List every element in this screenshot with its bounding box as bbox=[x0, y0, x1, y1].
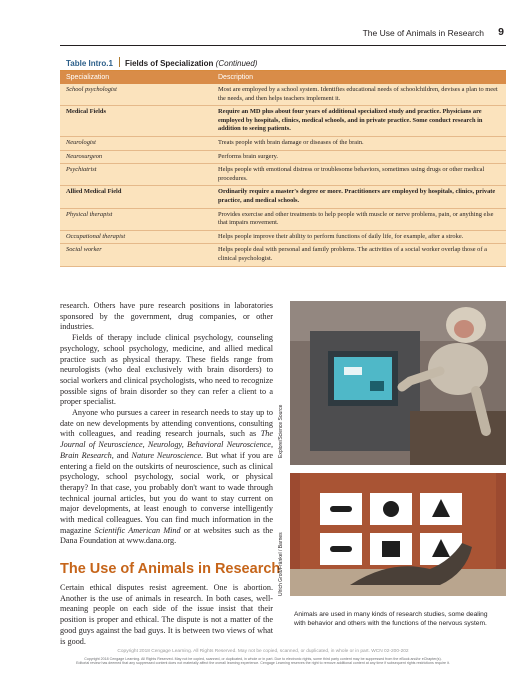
sea-lion-photo bbox=[290, 473, 506, 596]
description-cell: Provides exercise and other treatments to help people with muscle or nerve problems, pain, or anything else that impairs movement. bbox=[218, 210, 494, 227]
specialization-cell: Occupational therapist bbox=[66, 232, 126, 240]
paragraph-text: Anyone who pursues a career in research needs to stay up to date on new developments by attending conventions, consulting with colleagues, and reading research journals, such as bbox=[60, 408, 273, 439]
specialization-cell: Neurosurgeon bbox=[66, 152, 103, 160]
description-cell: Most are employed by a school system. Identifies educational needs of schoolchildren, devises a plan to meet the needs, and then helps teachers implement it. bbox=[218, 86, 498, 102]
description-cell: Ordinarily require a master's degree or more. Practitioners are employed by hospitals, clinics, private practice, and medical schools. bbox=[218, 188, 496, 204]
copyright-footer bbox=[0, 649, 526, 665]
table-label: Table Intro.1 bbox=[66, 59, 113, 68]
table-row bbox=[60, 151, 506, 165]
description-cell: Require an MD plus about four years of additional specialized study and practice. Physicians are employed by hospitals, clinics, medical schools, and in private practice. Some conduct research in addition to seeing patients. bbox=[218, 108, 483, 133]
journal-titles: The Journal of Neuroscience, Neurology, Behavioral Neuroscience, Brain Research, bbox=[60, 429, 273, 460]
photo-illustration-sea-lion bbox=[290, 473, 506, 596]
magazine-title: Scientific American Mind bbox=[94, 525, 181, 535]
table-caption bbox=[66, 57, 257, 71]
running-head-title: The Use of Animals in Research bbox=[362, 28, 484, 38]
description-cell: Helps people improve their ability to perform functions of daily life, for example, after a stroke. bbox=[218, 232, 464, 240]
footer-line: Editorial review has deemed that any suppressed content does not materially affect the overall learning experience. Cengage Learning reserves the right to remove additional content at any time if subsequent rights restrictions require it. bbox=[76, 661, 450, 665]
body-paragraph: research. Others have pure research positions in laboratories sponsored by the government, drug companies, or other industries. bbox=[60, 301, 273, 332]
column-header-description: Description bbox=[218, 74, 254, 81]
table-continued: (Continued) bbox=[215, 59, 258, 68]
specialization-table bbox=[60, 70, 506, 267]
table-row bbox=[60, 106, 506, 137]
body-text-column bbox=[60, 301, 273, 547]
table-row bbox=[60, 209, 506, 231]
section-paragraph: Certain ethical disputes resist agreement. One is abortion. Another is the use of animals in research. In both cases, well-meaning people on each side of the issue insist that their position is proper and ethical. The dispute is not a matter of the good guys against the bad guys. It is between two views of what is good. bbox=[60, 583, 273, 646]
description-cell: Helps people with emotional distress or troublesome behaviors, sometimes using drugs or other medical procedures. bbox=[218, 166, 485, 182]
table-row bbox=[60, 244, 506, 266]
photo-credit: Explore/Science Source bbox=[278, 404, 284, 458]
specialization-cell: Social worker bbox=[66, 246, 102, 254]
footer-line: Copyright 2018 Cengage Learning. All Rights Reserved. May not be copied, scanned, or duplicated, in whole or in part. WCN 02-200-202 bbox=[117, 649, 409, 654]
specialization-cell: Medical Fields bbox=[66, 108, 106, 116]
description-cell: Performs brain surgery. bbox=[218, 152, 278, 160]
table-row bbox=[60, 186, 506, 208]
footer-line: Copyright 2018 Cengage Learning. All Rights Reserved. May not be copied, scanned, or duplicated, in whole or in part. Due to electronic rights, some third party content may be suppressed from the eBook and/or eChapter(s). bbox=[84, 657, 442, 661]
specialization-cell: Psychiatrist bbox=[66, 166, 97, 174]
photo-credit: Ulrich Groß/Fränkel / Barnes bbox=[278, 532, 284, 596]
specialization-cell: Physical therapist bbox=[66, 210, 113, 218]
table-row bbox=[60, 84, 506, 106]
table-title: Fields of Specialization bbox=[124, 59, 214, 68]
body-paragraph: Fields of therapy include clinical psychology, counseling psychology, school psychology, medicine, and allied medical practice such as physical therapy. These fields range from neurologists (who deal exclusively with brain disorders) to social workers and clinical psychologists, who need to recognize possible signs of brain disorder so they can refer a client to a proper specialist. bbox=[60, 333, 273, 407]
table-row bbox=[60, 137, 506, 151]
journal-title: Nature Neuroscience. bbox=[131, 450, 204, 460]
description-cell: Treats people with brain damage or diseases of the brain. bbox=[218, 138, 364, 146]
table-row bbox=[60, 231, 506, 245]
figure-caption: Animals are used in many kinds of research studies, some dealing with behavior and others with the functions of the nervous system. bbox=[294, 611, 488, 627]
header-rule bbox=[60, 45, 506, 46]
body-paragraph bbox=[60, 408, 273, 547]
section-heading: The Use of Animals in Research bbox=[60, 561, 281, 577]
page-number: 9 bbox=[498, 26, 504, 38]
running-head bbox=[60, 26, 506, 42]
table-row bbox=[60, 164, 506, 186]
paragraph-text: and bbox=[113, 450, 132, 460]
specialization-cell: Neurologist bbox=[66, 138, 96, 146]
paragraph-text: But what if you are entering a field on the outskirts of neuroscience, such as clinical psychology, school psychology, social work, or physical therapy? In that case, you probably don't want to wade through technical journal articles, but you do want to stay current on major developments, at least enough to converse intelligently with medical colleagues. You can find much information in the magazine bbox=[60, 450, 273, 535]
specialization-cell: Allied Medical Field bbox=[66, 188, 122, 196]
caption-divider bbox=[119, 57, 120, 67]
paragraph-text: or at websites such as the Dana Foundation at www.dana.org. bbox=[60, 525, 273, 546]
photo-illustration-monkey bbox=[290, 301, 506, 465]
column-header-specialization: Specialization bbox=[66, 74, 110, 81]
specialization-cell: School psychologist bbox=[66, 86, 117, 93]
monkey-touchscreen-photo bbox=[290, 301, 506, 465]
description-cell: Helps people deal with personal and family problems. The activities of a social worker overlap those of a clinical psychologist. bbox=[218, 246, 487, 262]
table-header-row bbox=[60, 71, 506, 84]
